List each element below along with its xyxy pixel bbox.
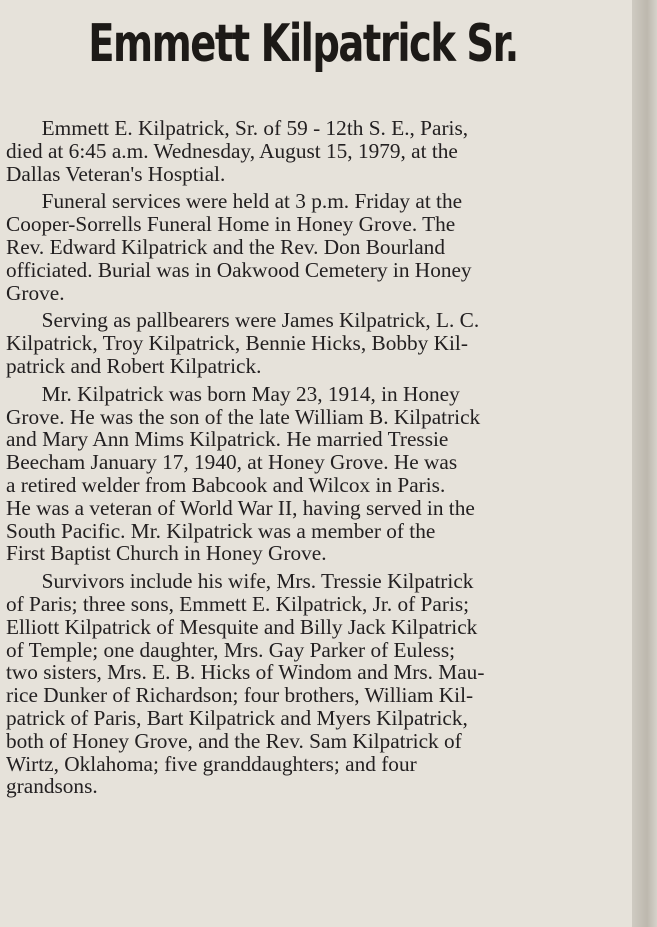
text-line: He was a veteran of World War II, having served in the <box>6 495 475 520</box>
text-line: of Temple; one daughter, Mrs. Gay Parker of Euless; <box>6 637 456 662</box>
text-line: died at 6:45 a.m. Wednesday, August 15, 1979, at the <box>6 138 458 163</box>
text-line: Funeral services were held at 3 p.m. Friday at the <box>41 189 463 214</box>
obituary-headline: Emmett Kilpatrick Sr. <box>88 14 518 74</box>
paragraph-biography <box>6 383 630 565</box>
text-line: patrick and Robert Kilpatrick. <box>6 353 262 378</box>
text-line: Serving as pallbearers were James Kilpatrick, L. C. <box>41 308 480 333</box>
text-line: rice Dunker of Richardson; four brothers, William Kil- <box>6 683 474 708</box>
paragraph-survivors <box>6 570 630 798</box>
text-line: Elliott Kilpatrick of Mesquite and Billy Jack Kilpatrick <box>6 614 478 639</box>
text-line: First Baptist Church in Honey Grove. <box>6 541 327 566</box>
text-line: officiated. Burial was in Oakwood Cemetery in Honey <box>6 257 472 282</box>
text-line: Rev. Edward Kilpatrick and the Rev. Don Bourland <box>6 234 445 259</box>
text-line: Kilpatrick, Troy Kilpatrick, Bennie Hicks, Bobby Kil- <box>6 331 468 356</box>
paragraph-pallbearers <box>6 309 630 377</box>
text-line: Emmett E. Kilpatrick, Sr. of 59 - 12th S. E., Paris, <box>41 116 469 140</box>
text-line: Cooper-Sorrells Funeral Home in Honey Grove. The <box>6 212 456 237</box>
text-line: two sisters, Mrs. E. B. Hicks of Windom and Mrs. Mau- <box>6 660 485 685</box>
text-line: and Mary Ann Mims Kilpatrick. He married Tressie <box>6 427 449 452</box>
page-edge-shadow <box>632 0 657 927</box>
text-line: Wirtz, Oklahoma; five granddaughters; and four <box>6 751 417 776</box>
text-line: Grove. He was the son of the late William B. Kilpatrick <box>6 404 481 429</box>
paragraph-funeral-services <box>6 190 630 304</box>
text-line: a retired welder from Babcook and Wilcox in Paris. <box>6 472 446 497</box>
text-line: Grove. <box>6 280 65 305</box>
text-line: grandsons. <box>6 774 98 799</box>
text-line: patrick of Paris, Bart Kilpatrick and Myers Kilpatrick, <box>6 705 468 730</box>
text-line: Mr. Kilpatrick was born May 23, 1914, in Honey <box>41 381 460 406</box>
text-line: Beecham January 17, 1940, at Honey Grove. He was <box>6 450 458 475</box>
text-line: of Paris; three sons, Emmett E. Kilpatrick, Jr. of Paris; <box>6 591 470 616</box>
obituary-article <box>6 117 630 803</box>
text-line: both of Honey Grove, and the Rev. Sam Kilpatrick of <box>6 728 462 753</box>
text-line: South Pacific. Mr. Kilpatrick was a member of the <box>6 518 436 543</box>
text-line: Dallas Veteran's Hosptial. <box>6 161 226 186</box>
paragraph-death-notice <box>6 117 630 185</box>
text-line: Survivors include his wife, Mrs. Tressie Kilpatrick <box>41 569 474 594</box>
